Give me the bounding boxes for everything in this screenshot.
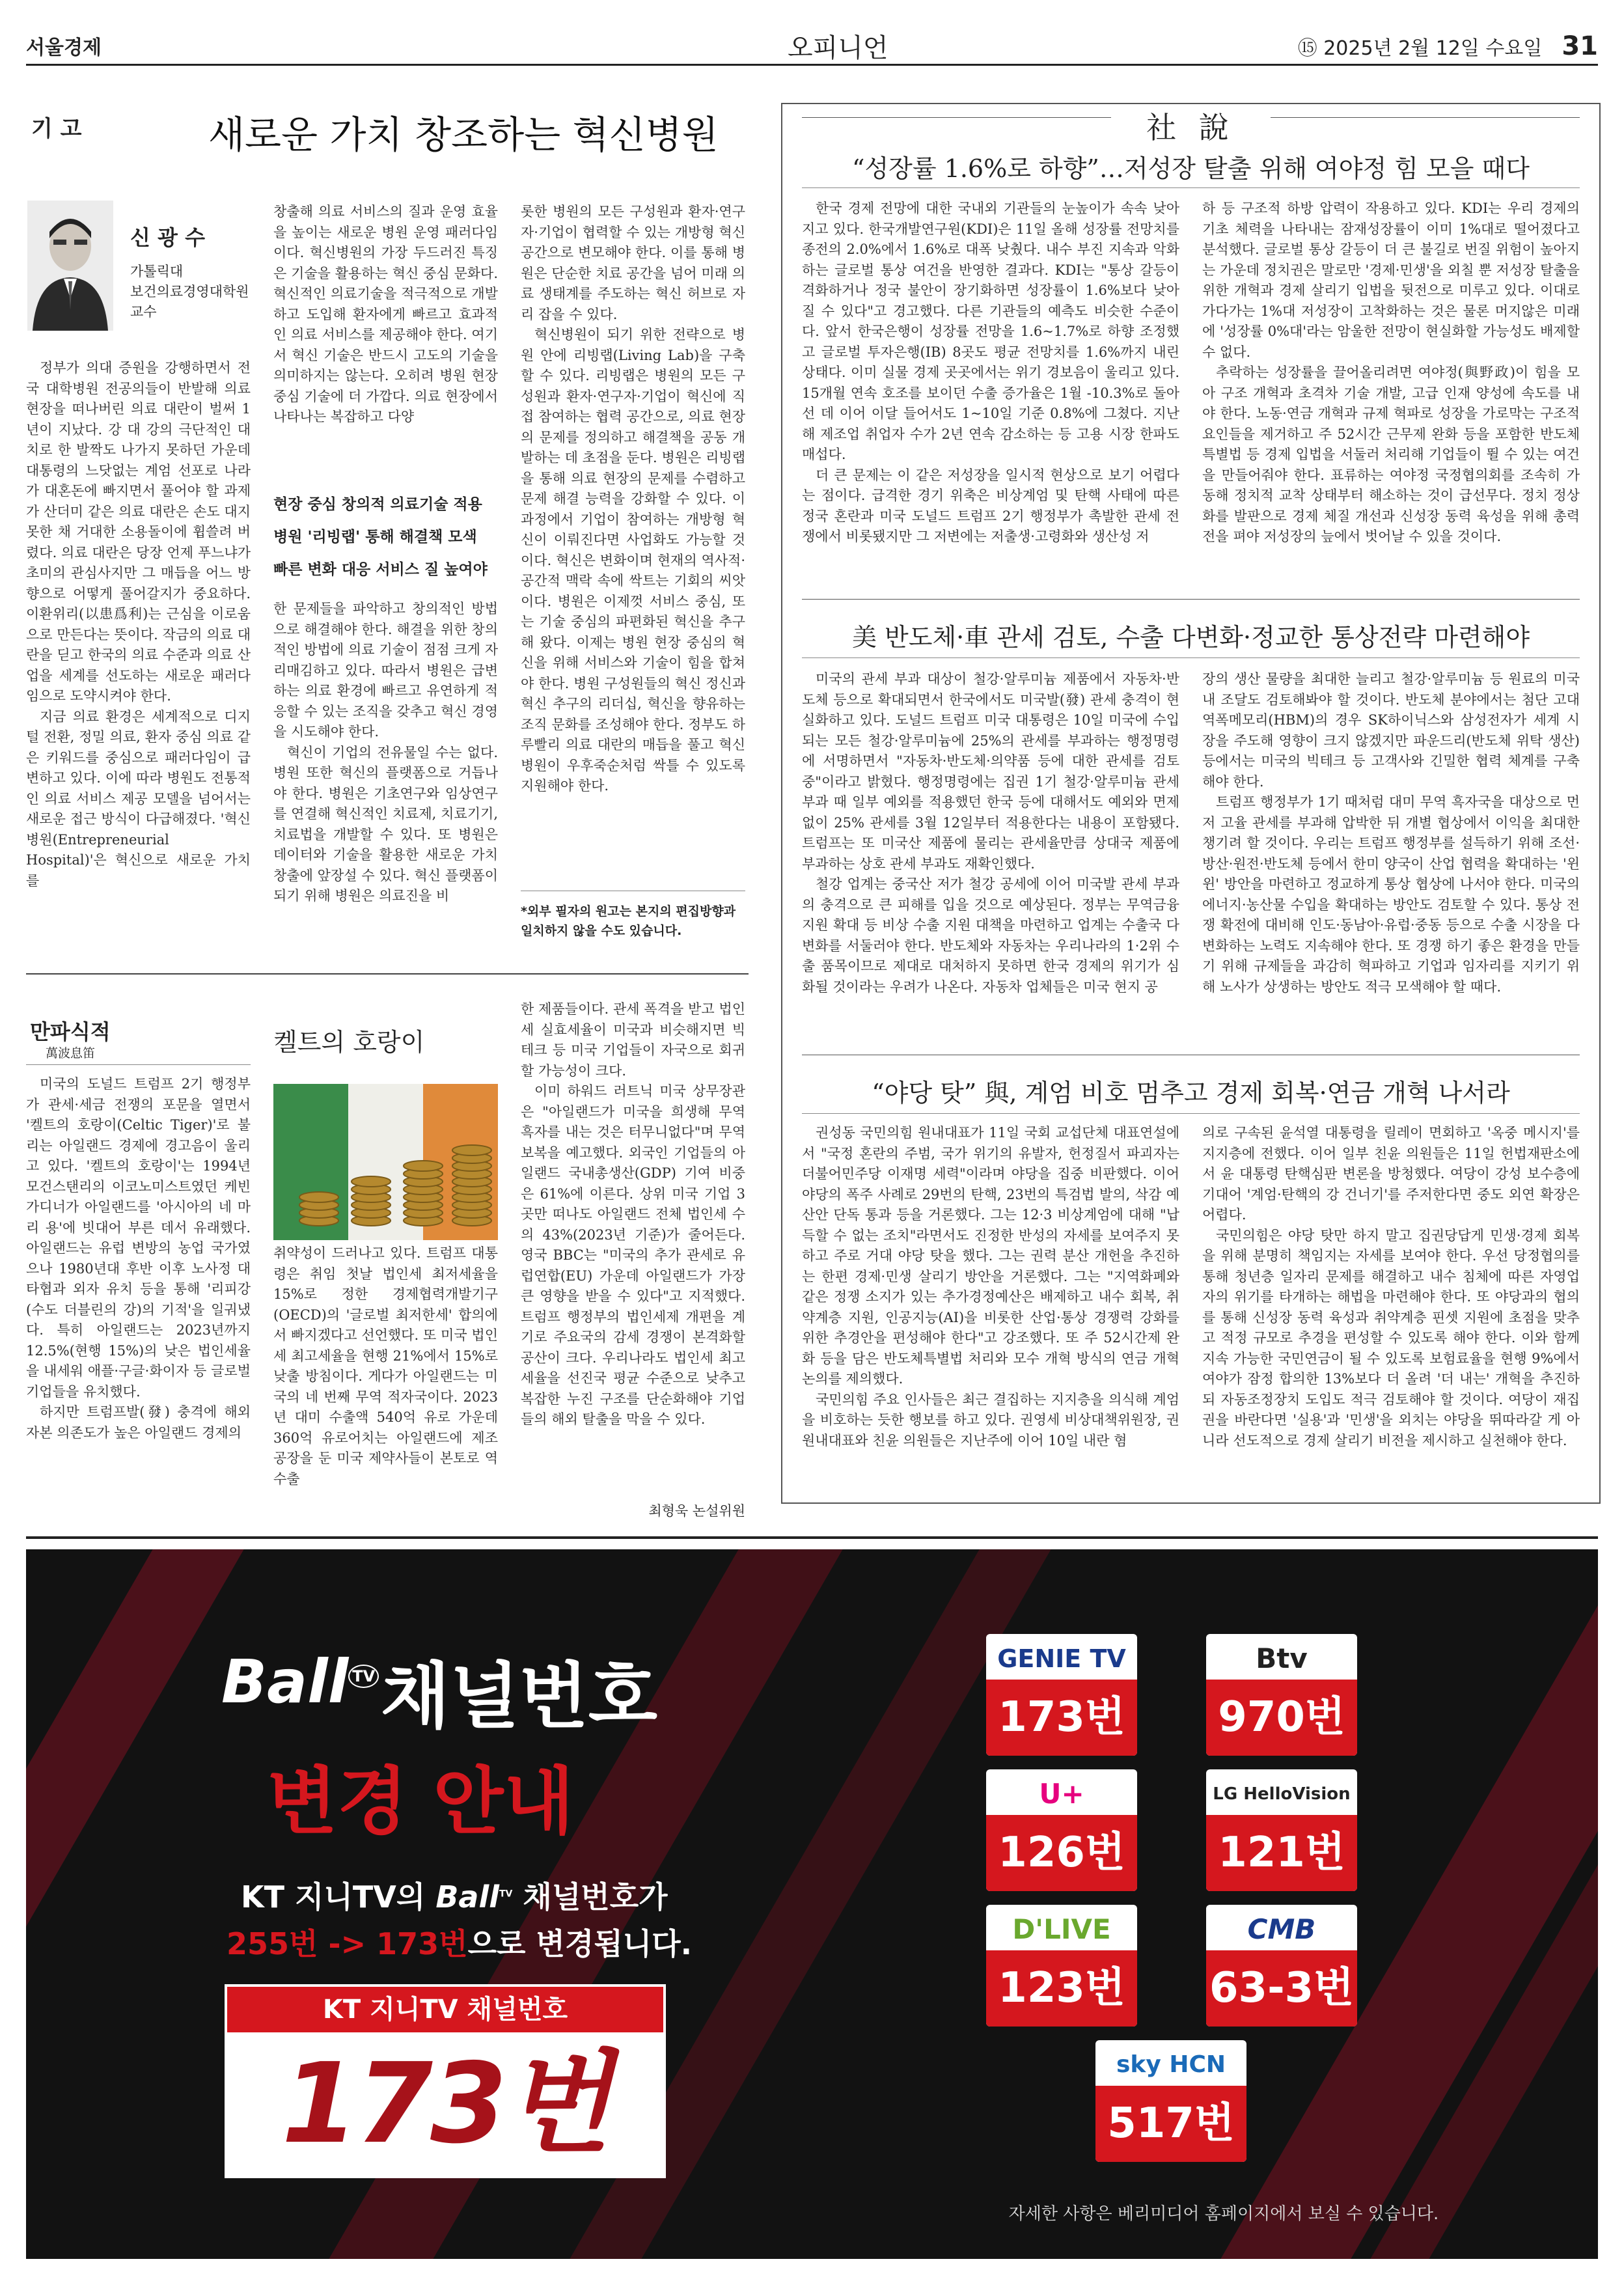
sky-hcn-logo: sky HCN: [1116, 2051, 1226, 2078]
paragraph: 하 등 구조적 하방 압력이 작용하고 있다. KDI는 우리 경제의 기초 체력을 나타내는 잠재성장률이 이미 1%대로 떨어졌다고 분석했다. 글로벌 통상 갈등이 더 큰 불길로 번질 위험이 높아지는 가운데 정치권은 말로만 '경제·민생'을 외칠 뿐 저성장 탈출을 위한 개혁과 경제 살리기 입법을 뒷전으로 미루고 있다. 이대로 가다가는 1%대 저성장이 고착화하는 것은 물론 머지않은 미래에 '성장률 0%대'라는 암울한 전망이 현실화할 가능성도 배제할 수 없다.: [1202, 201, 1580, 360]
genie-tv-logo: GENIE TV: [997, 1644, 1126, 1673]
channel-box-number: 173번: [281, 2040, 609, 2168]
channel-card-dlive: [986, 1905, 1137, 2027]
column-disclaimer: *외부 필자의 원고는 본지의 편집방향과 일치하지 않을 수도 있습니다.: [521, 904, 736, 938]
channel-card-btv: [1206, 1634, 1357, 1756]
ad-divider: [26, 1536, 1598, 1539]
channel-card-skyhcn: [1095, 2040, 1246, 2162]
paragraph: 혁신이 기업의 전유물일 수는 없다. 병원 또한 혁신의 플랫폼으로 거듭나야 한다. 병원은 기초연구와 임상연구를 연결해 혁신적인 치료제, 치료기기, 치료법을 개발할 수 있다. 또 병원은 데이터와 기술을 활용한 새로운 가치 창출에 앞장설 수 있다. 혁신 플랫폼이 되기 위해 병원은 의료진을 비: [273, 744, 498, 904]
paragraph: 국민의힘은 야당 탓만 하지 말고 집권당답게 민생·경제 회복을 위해 분명히 책임지는 자세를 보여야 한다. 우선 당정협의를 통해 청년층 일자리 문제를 해결하고 내수 침체에 따른 자영업자의 위기를 타개하는 해법을 마련해야 한다. 또 야당과의 협의를 통해 신성장 동력 육성과 취약계층 핀셋 지원에 초점을 맞추고 적정 규모로 추경을 편성할 수 있도록 해야 한다. 이와 함께 지속 가능한 국민연금이 될 수 있도록 보험료율을 현행 9%에서 여야가 잠정 합의한 13%보다 더 올려 '더 내는' 개혁을 추진하되 자동조정장치 도입도 적극 검토해야 할 것이다. 여당이 재집권을 바란다면 '실용'과 '민생'을 외치는 야당을 뛰따라갈 게 아니라 선도적으로 경제 살리기 비전을 제시하고 실천해야 한다.: [1202, 1227, 1580, 1448]
dlive-logo: D'LIVE: [1012, 1913, 1111, 1945]
editorial-2-title: 美 반도체·車 관세 검토, 수출 다변화·정교한 통상전략 마련해야: [851, 623, 1530, 652]
paragraph: 롯한 병원의 모든 구성원과 환자·연구자·기업이 협력할 수 있는 개방형 혁신 공간으로 변모해야 한다. 이를 통해 병원은 단순한 치료 공간을 넘어 미래 의료 생태계를 주도하는 혁신 허브로 자리 잡을 수 있다.: [521, 204, 745, 322]
ad-line-1: KT 지니TV의 Ball$^{TV}$ 채널번호가: [241, 1879, 668, 1915]
section-name: 오피니언: [788, 33, 888, 63]
paragraph: 철강 업계는 중국산 저가 철강 공세에 이어 미국발 관세 부과의 충격으로 큰 피해를 입을 것으로 예상된다. 정부는 무역금융 지원 확대 등 비상 수출 지원 대책을 마련하고 업계는 수출국 다변화를 서둘러야 한다. 반도체와 자동차는 우리나라의 1·2위 수출 품목이므로 제대로 대처하지 못하면 한국 경제의 위기가 심화될 것이라는 우려가 나온다. 자동차 업체들은 미국 현지 공: [802, 876, 1179, 995]
author-affiliation: 가톨릭대 보건의료경영대학원 교수: [130, 264, 249, 320]
mangpa-byline: 최형욱 논설위원: [648, 1503, 745, 1519]
section-divider: [26, 973, 749, 975]
page-number: 31: [1562, 31, 1598, 61]
channel-card-cmb: [1206, 1905, 1357, 2027]
channel-card-hellovision: [1206, 1769, 1357, 1891]
paragraph: 취약성이 드러나고 있다. 트럼프 대통령은 취임 첫날 법인세 최저세율을 15%로 정한 경제협력개발기구(OECD)의 '글로벌 최저한세' 합의에서 빠지겠다고 선언했다. 또 미국 법인세 최고세율을 현행 21%에서 15%로 낮출 방침이다. 게다가 아일랜드는 미국의 네 번째 무역 적자국이다. 2023년 대미 수출액 540억 유로 가운데 360억 유로어치는 아일랜드에 제조 공장을 둔 미국 제약사들이 본토로 역수출: [273, 1245, 498, 1487]
channel-card-uplus: [986, 1769, 1137, 1891]
coins-flag-photo: [273, 1084, 498, 1240]
channel-number: 123번: [986, 1950, 1137, 2027]
editorial-3-col1: [802, 1123, 1179, 1494]
author-photo: [27, 201, 113, 331]
channel-card-genie: [986, 1634, 1137, 1756]
paragraph: 장의 생산 물량을 최대한 늘리고 철강·알루미늄 등 원료의 미국 내 조달도 검토해봐야 할 것이다. 반도체 분야에서는 첨단 고대역폭메모리(HBM)의 경우 SK하이닉스와 삼성전자가 세계 시장을 주도해 영향이 크지 않겠지만 파운드리(반도체 위탁 생산) 등에서는 미국의 빅테크 등 고객사와 긴밀한 협력 체계를 구축해야 한다.: [1202, 671, 1580, 790]
column-kicker: 기 고: [31, 116, 82, 142]
paragraph: 더 큰 문제는 이 같은 저성장을 일시적 현상으로 보기 어렵다는 점이다. 급격한 경기 위축은 비상계엄 및 탄핵 사태에 따른 정국 혼란과 미국 도널드 트럼프 2기 행정부가 촉발한 관세 전쟁에서 비롯됐지만 그 저변에는 저출생·고령화와 생산성 저: [802, 467, 1179, 544]
editorial-3-col2: [1202, 1123, 1580, 1494]
issue-date: ⑮ 2025년 2월 12일 수요일: [1297, 37, 1543, 60]
channel-number: 970번: [1206, 1680, 1357, 1756]
paragraph: 이미 하워드 러트닉 미국 상무장관은 "아일랜드가 미국을 희생해 무역 흑자를 내는 것은 터무니없다"며 무역 보복을 예고했다. 외국인 기업들의 아일랜드 국내총생산(GDP) 기여 비중은 61%에 이른다. 상위 미국 기업 3곳만 떠나도 아일랜드 전체 법인세 수의 43%(2023년 기준)가 줄어든다. 영국 BBC는 "미국의 추가 관세로 유럽연합(EU) 가운데 아일랜드가 가장 큰 영향을 받을 수 있다"고 지적했다. 트럼프 행정부의 법인세제 개편을 계기로 주요국의 감세 경쟁이 본격화할 공산이 크다. 우리나라도 법인세 최고세율을 선진국 평균 수준으로 낮추고 복잡한 누진 구조를 단순화해야 기업들의 해외 탈출을 막을 수 있다.: [521, 1083, 745, 1427]
editorial-label: 社 說: [1146, 110, 1235, 145]
mangpa-kicker: 만파식적: [30, 1019, 111, 1044]
paragraph: 한국 경제 전망에 대한 국내외 기관들의 눈높이가 속속 낮아지고 있다. 한국개발연구원(KDI)은 11일 올해 성장률 전망치를 종전의 2.0%에서 1.6%로 대폭 낮췄다. 내수 부진 지속과 악화하는 글로벌 통상 여건을 반영한 결과다. KDI는 "통상 갈등이 격화하거나 정국 불안이 장기화하면 성장률이 1.6%보다 낮아질 수 있다"고 경고했다. 다른 기관들의 예측도 비슷한 수준이다. 앞서 한국은행이 성장률 전망을 1.6~1.7%로 하향 조정했고 글로벌 투자은행(IB) 8곳도 평균 전망치를 1.6%까지 내린 상태다. 이미 실물 경제 곳곳에서는 위기 경보음이 울리고 있다. 15개월 연속 호조를 보이던 수출 증가율은 1월 -10.3%로 돌아선 데 이어 이달 들어서도 1~10일 기준 0.8%에 그쳤다. 지난해 제조업 취업자 수가 2년 연속 감소하는 등 고용 시장 한파도 매섭다.: [802, 201, 1179, 462]
channel-number: 517번: [1095, 2086, 1246, 2162]
mangpa-body-col2: [273, 1243, 498, 1517]
mangpa-body-col3: [521, 999, 745, 1501]
paragraph: 창출해 의료 서비스의 질과 운영 효율을 높이는 새로운 병원 운영 패러다임이다. 혁신병원의 가장 두드러진 특징은 기술을 활용하는 혁신 중심 문화다. 혁신적인 의료기술을 적극적으로 개발하고 도입해 환자에게 빠르고 효과적인 의료 서비스를 제공해야 한다. 여기서 혁신 기술은 반드시 고도의 기술을 의미하지는 않는다. 오히려 병원 현장 중심 기술에 더 가깝다. 의료 현장에서 나타나는 복잡하고 다양: [273, 204, 498, 424]
editorial-2-col1: [802, 669, 1179, 1115]
paragraph: 트럼프 행정부가 1기 때처럼 대미 무역 흑자국을 대상으로 먼저 고율 관세를 부과해 압박한 뒤 개별 협상에서 이익을 최대한 챙기려 할 것이다. 우리는 트럼프 행정부를 설득하기 위해 조선·방산·원전·반도체 등에서 한미 양국이 산업 협력을 확대하는 '윈윈' 방안을 마련하고 정교하게 통상 협상에 나서야 한다. 미국의 에너지·농산물 수입을 확대하는 방안도 검토할 수 있다. 통상 전쟁 확전에 대비해 인도·동남아·유럽·중동 등으로 수출 시장을 다변화하는 노력도 지속해야 한다. 또 경쟁 하기 좋은 환경을 만들기 위해 규제들을 과감히 혁파하고 기업과 임자리를 지키기 위해 노사가 상생하는 방안도 적극 모색해야 할 때다.: [1202, 794, 1580, 995]
column-headline: 새로운 가치 창조하는 혁신병원: [208, 113, 719, 157]
divider: [26, 1064, 251, 1065]
paragraph: 의로 구속된 윤석열 대통령을 릴레이 면회하고 '옥중 메시지'를 지지층에 전했다. 이어 일부 친윤 의원들은 11일 헌법재판소에서 윤 대통령 탄핵심판 변론을 방청했다. 여당이 강성 보수층에 기대어 '계엄·탄핵의 강 건너기'를 주저한다면 중도 외연 확장은 어렵다.: [1202, 1125, 1580, 1223]
paragraph: 하지만 트럼프발(發) 충격에 해외 자본 의존도가 높은 아일랜드 경제의: [26, 1404, 251, 1441]
channel-number: 126번: [986, 1815, 1137, 1891]
paragraph: 미국의 도널드 트럼프 2기 행정부가 관세·세금 전쟁의 포문을 열면서 '켈트의 호랑이(Celtic Tiger)'로 불리는 아일랜드 경제에 경고음이 울리고 있다. '켈트의 호랑이'는 1994년 모건스탠리의 이코노미스트였던 케빈 가디너가 아일랜드를 '아시아의 네 마리 용'에 빗대어 부른 데서 유래했다. 아일랜드는 유럽 변방의 농업 국가였으나 1980년대 후반 이후 노사정 대타협과 외자 유치 등을 통해 '리피강(수도 더블린의 강)의 기적'을 일궈냈다. 특히 아일랜드는 2023년까지 12.5%(현행 15%)의 낮은 법인세율을 내세워 애플·구글·화이자 등 글로벌 기업들을 유치했다.: [26, 1076, 251, 1400]
ad-headline-1: 채널번호: [381, 1655, 658, 1738]
channel-number: 121번: [1206, 1815, 1357, 1891]
paragraph: 한 문제들을 파악하고 창의적인 방법으로 해결해야 한다. 해결을 위한 창의적인 방법에 의료 기술이 점점 크게 자리매김하고 있다. 따라서 병원은 급변하는 의료 환경에 빠르고 유연하게 적응할 수 있는 조직을 갖추고 혁신 경영을 시도해야 한다.: [273, 601, 498, 740]
column-body-col3: [521, 202, 745, 882]
ad-line-2: 255번 -> 173번으로 변경됩니다.: [227, 1926, 693, 1961]
channel-number: 63-3번: [1206, 1950, 1357, 2027]
cmb-logo: CMB: [1247, 1913, 1316, 1945]
editorial-3-title: “야당 탓” 與, 계엄 비호 멈추고 경제 회복·연금 개혁 나서라: [872, 1079, 1510, 1107]
subhead-2: 병원 '리빙랩' 통해 해결책 모색: [273, 529, 477, 546]
paragraph: 한 제품들이다. 관세 폭격을 받고 법인세 실효세율이 미국과 비슷해지면 빅테크 등 미국 기업들이 자국으로 회귀할 가능성이 크다.: [521, 1001, 745, 1079]
mangpa-kicker-hanja: 萬波息笛: [46, 1046, 96, 1060]
column-body-col1: [26, 358, 251, 944]
coins-flag-illustration-icon: [273, 1084, 498, 1240]
subhead-block: [273, 488, 498, 586]
paragraph: 정부가 의대 증원을 강행하면서 전국 대학병원 전공의들이 반발해 의료 현장을 떠나버린 의료 대란이 벌써 1년이 지났다. 강 대 강의 극단적인 대치로 한 발짝도 나가지 못하던 가운데 대통령의 느닷없는 계엄 선포로 나라가 대혼돈에 빠지면서 풀어야 할 과제가 산더미 같은 의료 대란은 손도 대지 못한 채 거대한 소용돌이에 휩쓸려 버렸다. 의료 대란은 당장 언제 푸느냐가 초미의 관심사지만 그 매듭을 어느 방향으로 어떻게 풀어갈지가 중요하다. 이환위리(以患爲利)는 근심을 이로움으로 만든다는 뜻이다. 작금의 의료 대란을 딛고 한국의 의료 수준과 의료 산업을 세계를 선도하는 새로운 패러다임으로 도약시켜야 한다.: [26, 360, 251, 704]
subhead-3: 빠른 변화 대응 서비스 질 높여야: [273, 561, 488, 578]
editorial-1-title: “성장률 1.6%로 하향”…저성장 탈출 위해 여야정 힘 모을 때다: [852, 154, 1530, 183]
paragraph: 추락하는 성장률을 끌어올리려면 여야정(與野政)이 힘을 모아 구조 개혁과 초격차 기술 개발, 고급 인재 양성에 속도를 내야 한다. 노동·연금 개혁과 규제 혁파로 성장을 가로막는 구조적 요인들을 제거하고 주 52시간 근무제 완화 등을 포함한 반도체특별법 등 경제 입법을 서둘러 처리해 기업들이 뛸 수 있는 여건을 만들어줘야 한다. 표류하는 여야정 국정협의회를 조속히 가동해 정치적 교착 상태부터 해소하는 것이 급선무다. 정치 정상화를 발판으로 경제 체질 개선과 신성장 동력 육성을 위해 총력전을 펴야 저성장의 늪에서 벗어날 수 있을 것이다.: [1202, 365, 1580, 544]
channel-number-box: [225, 1984, 666, 2178]
lg-hellovision-logo: LG HelloVision: [1213, 1784, 1351, 1804]
mangpa-body-col1: [26, 1074, 251, 1517]
paragraph: 미국의 관세 부과 대상이 철강·알루미늄 제품에서 자동차·반도체 등으로 확대되면서 한국에서도 미국발(發) 관세 충격이 현실화하고 있다. 도널드 트럼프 미국 대통령은 10일 미국에 수입되는 모든 철강·알루미늄에 25%의 관세를 부과하는 행정명령에 서명하면서 "자동차·반도체·의약품 등에 대한 관세를 검토 중"이라고 밝혔다. 행정명령에는 집권 1기 철강·알루미늄 관세 부과 때 일부 예외를 적용했던 한국 등에 대해서도 예외와 면제 없이 25% 관세를 3월 12일부터 적용한다는 내용이 포함됐다. 트럼프는 또 미국산 제품에 물리는 관세율만큼 상대국 제품에 부과하는 상호 관세 부과도 재확인했다.: [802, 671, 1179, 872]
column-body-col2a: [273, 202, 498, 485]
editorial-box: [781, 103, 1601, 1504]
editorial-2-col2: [1202, 669, 1580, 1115]
paragraph: 국민의힘 주요 인사들은 최근 결집하는 지지층을 의식해 계엄을 비호하는 듯한 행보를 하고 있다. 권영세 비상대책위원장, 권 원내대표와 친윤 의원들은 지난주에 이어 10일 내란 혐: [802, 1391, 1179, 1448]
page-header: [26, 25, 1598, 66]
column-body-col2b: [273, 599, 498, 944]
ball-tv-logo: Ball $^{TV}$: [221, 1647, 379, 1717]
paragraph: 혁신병원이 되기 위한 전략으로 병원 안에 리빙랩(Living Lab)을 구축할 수 있다. 리빙랩은 병원의 모든 구성원과 환자·연구자·기업이 혁신에 직접 참여하는 협력 공간으로, 의료 현장의 문제를 정의하고 해결책을 공동 개발하는 데 초점을 둔다. 병원은 리빙랩을 통해 의료 현장의 문제를 수렴하고 문제 해결 능력을 강화할 수 있다. 이 과정에서 기업이 참여하는 개방형 혁신이 이뤄진다면 사업화도 가능할 것이다. 혁신은 변화이며 현재의 역사적·공간적 맥락 속에 싹트는 기회의 씨앗이다. 병원은 이제껏 서비스 중심, 또는 기술 중심의 파편화된 혁신을 추구해 왔다. 이제는 병원 현장 중심의 혁신을 위해 서비스와 기술이 힘을 합쳐야 한다. 병원 구성원들의 혁신 정신과 혁신 추구의 리더십, 혁신을 향유하는 조직 문화를 조성해야 한다. 정부도 하루빨리 의료 대란의 매듭을 풀고 혁신병원이 우후죽순처럼 싹틀 수 있도록 지원해야 한다.: [521, 327, 745, 794]
paragraph: 지금 의료 환경은 세계적으로 디지털 전환, 정밀 의료, 환자 중심 의료 같은 키워드를 중심으로 패러다임이 급변하고 있다. 이에 따라 병원도 전통적인 의료 서비스 제공 모델을 넘어서는 새로운 접근 방식이 다급해졌다. '혁신병원(Entrepreneurial Hospital)'은 혁신으로 새로운 가치를: [26, 708, 251, 889]
channel-number: 173번: [986, 1680, 1137, 1756]
newspaper-name: 서울경제: [26, 36, 102, 59]
ad-footer: 자세한 사항은 베리미디어 홈페이지에서 보실 수 있습니다.: [1008, 2204, 1439, 2224]
uplus-logo: U+: [1039, 1778, 1084, 1810]
author-portrait-icon: [27, 201, 113, 331]
paragraph: 권성동 국민의힘 원내대표가 11일 국회 교섭단체 대표연설에서 "국정 혼란의 주범, 국가 위기의 유발자, 헌정질서 파괴자는 더불어민주당 이재명 세력"이라며 야당을 집중 비판했다. 이어 야당의 폭주 사례로 29번의 탄핵, 23번의 특검법 발의, 삭감 예산안 단독 통과 등을 거론했다. 그는 12·3 비상계엄에 대해 "납득할 수 없는 조치"라면서도 진정한 반성의 자세를 보여주지 못하고 주로 거대 야당 탓을 했다. 그는 권력 분산 개헌을 추진하는 한편 경제·민생 살리기 방안을 거론했다. 그는 "지역화폐와 같은 정쟁 소지가 있는 추가경정예산은 배제하고 내수 회복, 취약계층 지원, 인공지능(AI)을 비롯한 산업·통상 경쟁력 강화를 위한 추경안을 편성해야 한다"고 강조했다. 또 주 52시간제 완화 등을 담은 반도체특별법 처리와 모수 개혁 방식의 연금 개혁 논의를 제의했다.: [802, 1125, 1179, 1387]
subhead-1: 현장 중심 창의적 의료기술 적용: [273, 496, 482, 513]
ad-headline-2: 변경 안내: [267, 1760, 574, 1844]
btv-logo: Btv: [1256, 1642, 1308, 1674]
channel-ad: [26, 1549, 1598, 2259]
channel-box-label: KT 지니TV 채널번호: [227, 1987, 663, 2032]
mangpa-title: 켈트의 호랑이: [273, 1028, 425, 1057]
author-name: 신 광 수: [130, 225, 206, 250]
